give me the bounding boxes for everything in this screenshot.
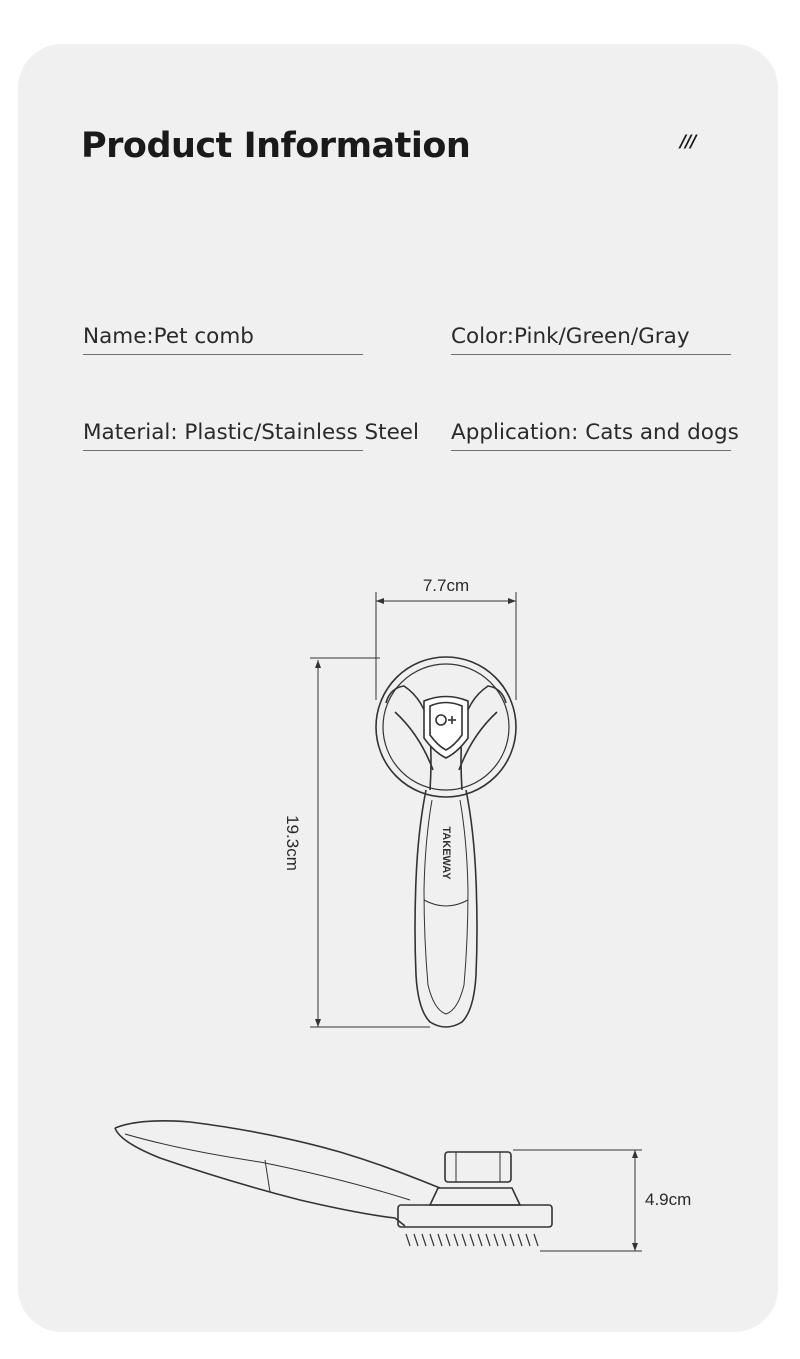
width-dimension-label: 7.7cm xyxy=(422,576,470,595)
spec-color: Color:Pink/Green/Gray xyxy=(451,324,690,349)
spec-name: Name:Pet comb xyxy=(83,324,254,349)
spec-application: Application: Cats and dogs xyxy=(451,420,739,445)
comb-side-view xyxy=(115,1121,642,1251)
decorative-slashes: /// xyxy=(680,132,696,152)
brand-logo: TAKEWAY xyxy=(440,826,452,880)
length-dimension-label: 19.3cm xyxy=(283,815,302,871)
spec-material: Material: Plastic/Stainless Steel xyxy=(83,420,420,445)
height-dimension-label: 4.9cm xyxy=(645,1190,692,1209)
page-title: Product Information xyxy=(81,126,471,166)
comb-front-view xyxy=(310,592,516,1027)
